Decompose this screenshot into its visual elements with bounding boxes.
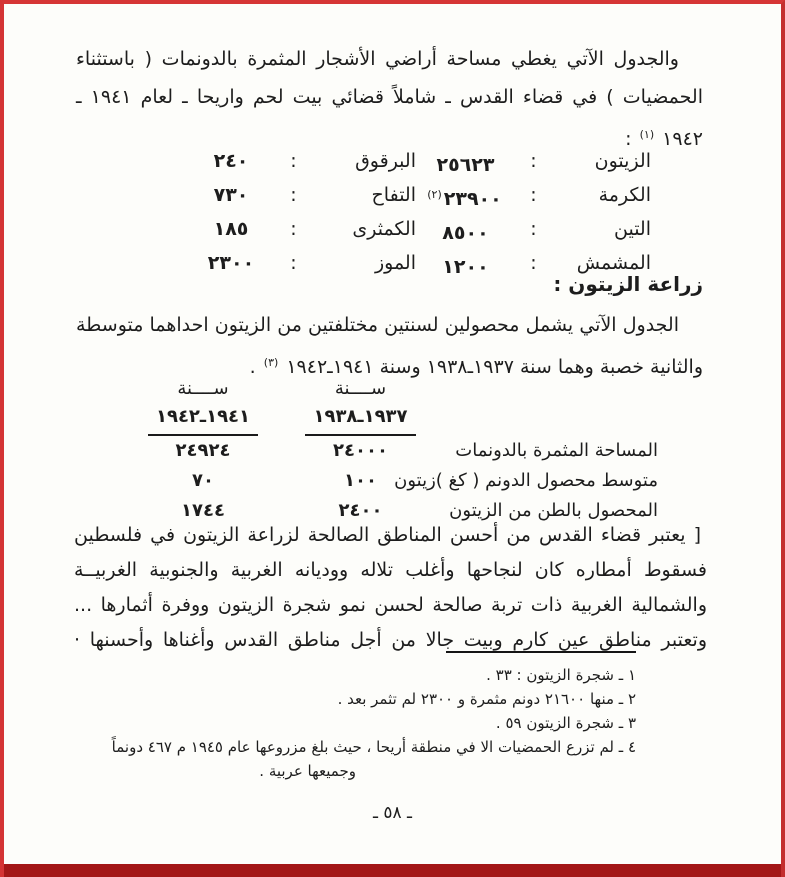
fruit-value: ٢٥٦٢٣ xyxy=(436,154,495,176)
colon: : xyxy=(530,150,537,172)
olive-yield-table xyxy=(138,378,658,526)
fruit-name: المشمش xyxy=(576,252,651,274)
fruit-value: ٧٣٠ xyxy=(213,184,249,206)
year-column-header-word: ســــنة xyxy=(177,378,229,399)
olive-row-value: ١٠٠ xyxy=(344,470,377,491)
footnote-3: ٣ ـ شجرة الزيتون ٥٩ . xyxy=(495,714,636,732)
olive-row-value: ٢٤٠٠٠ xyxy=(333,440,388,461)
fruit-value: ١٢٠٠ xyxy=(442,256,489,278)
quote-paragraph xyxy=(74,518,707,658)
olive-row-label: متوسط محصول الدونم ( كغ )زيتون xyxy=(394,470,658,491)
fruit-name: الكرمة xyxy=(598,184,651,206)
page-number: ـ ٥٨ ـ xyxy=(372,803,413,823)
olive-row-label: المحصول بالطن من الزيتون xyxy=(449,500,658,521)
fruit-value: ٢٣٩٠٠$^{(٢)}$ xyxy=(427,188,502,210)
quote-line-3: والشمالية الغربية ذات تربة صالحة لحسن نمو شجرة الزيتون ووفرة أثمارها ... xyxy=(74,594,707,616)
scan-bottom-red-band xyxy=(4,864,781,877)
quote-line-1: [ يعتبر قضاء القدس من أحسن المناطق الصالحة لزراعة الزيتون في فلسطين xyxy=(74,524,701,546)
fruit-value: ١٨٥ xyxy=(213,218,249,240)
intro-paragraph xyxy=(76,40,703,158)
footnote-ref-1: (١) xyxy=(639,128,655,141)
colon: : xyxy=(530,218,537,240)
olive-row-value: ٢٤٠٠ xyxy=(338,500,383,521)
colon: : xyxy=(290,252,297,274)
intro-year: ١٩٤٢ xyxy=(662,128,703,150)
fruit-name: التين xyxy=(614,218,651,240)
fruit-name: الكمثرى xyxy=(352,218,416,240)
olive-row-value: ٢٤٩٢٤ xyxy=(175,440,231,461)
colon: : xyxy=(290,184,297,206)
footnote-2: ٢ ـ منها ٢١٦٠٠ دونم مثمرة و ٢٣٠٠ لم تثمر بعد . xyxy=(337,690,636,708)
quote-line-4: وتعتبر مناطق عين كارم وبيت جالا من أجل مناطق القدس وأغناها وأحسنها · xyxy=(74,629,707,651)
fruit-area-table xyxy=(191,144,651,280)
year-column-header-word: ســــنة xyxy=(334,378,387,399)
footnote-4: ٤ ـ لم تزرع الحمضيات الا في منطقة أريحا ، حيث بلغ مزروعها عام ١٩٤٥ م ٤٦٧ دونماً xyxy=(111,738,636,756)
fruit-name: البرقوق xyxy=(355,150,416,172)
intro-line-2: الحمضيات ) في قضاء القدس ـ شاملاً قضائي بيت لحم واريحا ـ لعام ١٩٤١ ـ xyxy=(76,86,703,108)
quote-line-2: فسقوط أمطاره كان لنجاحها وأغلب تلاله ووديانه الغربية والجنوبية الغربيــة xyxy=(74,559,707,581)
olive-row-value: ١٧٤٤ xyxy=(181,500,225,521)
fruit-name: الموز xyxy=(374,252,416,274)
intro-colon: : xyxy=(625,128,632,150)
year-range-1941-1942: ١٩٤١ـ١٩٤٢ xyxy=(138,400,268,436)
footnotes-block xyxy=(64,663,636,783)
fruit-value: ٢٣٠٠ xyxy=(207,252,255,274)
olive-para-line-1: الجدول الآتي يشمل محصولين لسنتين مختلفتين من الزيتون احداهما متوسطة xyxy=(76,314,679,336)
colon: : xyxy=(290,218,297,240)
olive-row-value: ٧٠ xyxy=(192,470,214,491)
year-range-1937-1938: ١٩٣٧ـ١٩٣٨ xyxy=(303,400,418,436)
footnote-1: ١ ـ شجرة الزيتون : ٣٣ . xyxy=(486,666,636,684)
colon: : xyxy=(530,252,537,274)
olive-row-label: المساحة المثمرة بالدونمات xyxy=(455,440,658,461)
section-heading-olive-cultivation: زراعة الزيتون : xyxy=(553,272,703,296)
colon: : xyxy=(530,184,537,206)
footnote-separator xyxy=(446,651,636,653)
fruit-value: ٨٥٠٠ xyxy=(442,222,489,244)
fruit-name: الزيتون xyxy=(594,150,651,172)
olive-para-line-2: والثانية خصبة وهما سنة ١٩٣٧ـ١٩٣٨ وسنة ١٩٤١ـ١٩٤٢ $^{(٣)}$ . xyxy=(249,356,703,378)
footnote-4-continuation: وجميعها عربية . xyxy=(259,762,356,780)
fruit-value: ٢٤٠ xyxy=(213,150,249,172)
fruit-name: التفاح xyxy=(371,184,416,206)
footnote-ref-3: (٣) xyxy=(263,356,279,369)
colon: : xyxy=(290,150,297,172)
intro-line-1: والجدول الآتي يغطي مساحة أراضي الأشجار المثمرة بالدونمات ( باستثناء xyxy=(76,48,679,70)
footnote-ref-2: (٢) xyxy=(427,188,442,201)
period: . xyxy=(249,356,256,378)
olive-paragraph xyxy=(76,307,703,386)
